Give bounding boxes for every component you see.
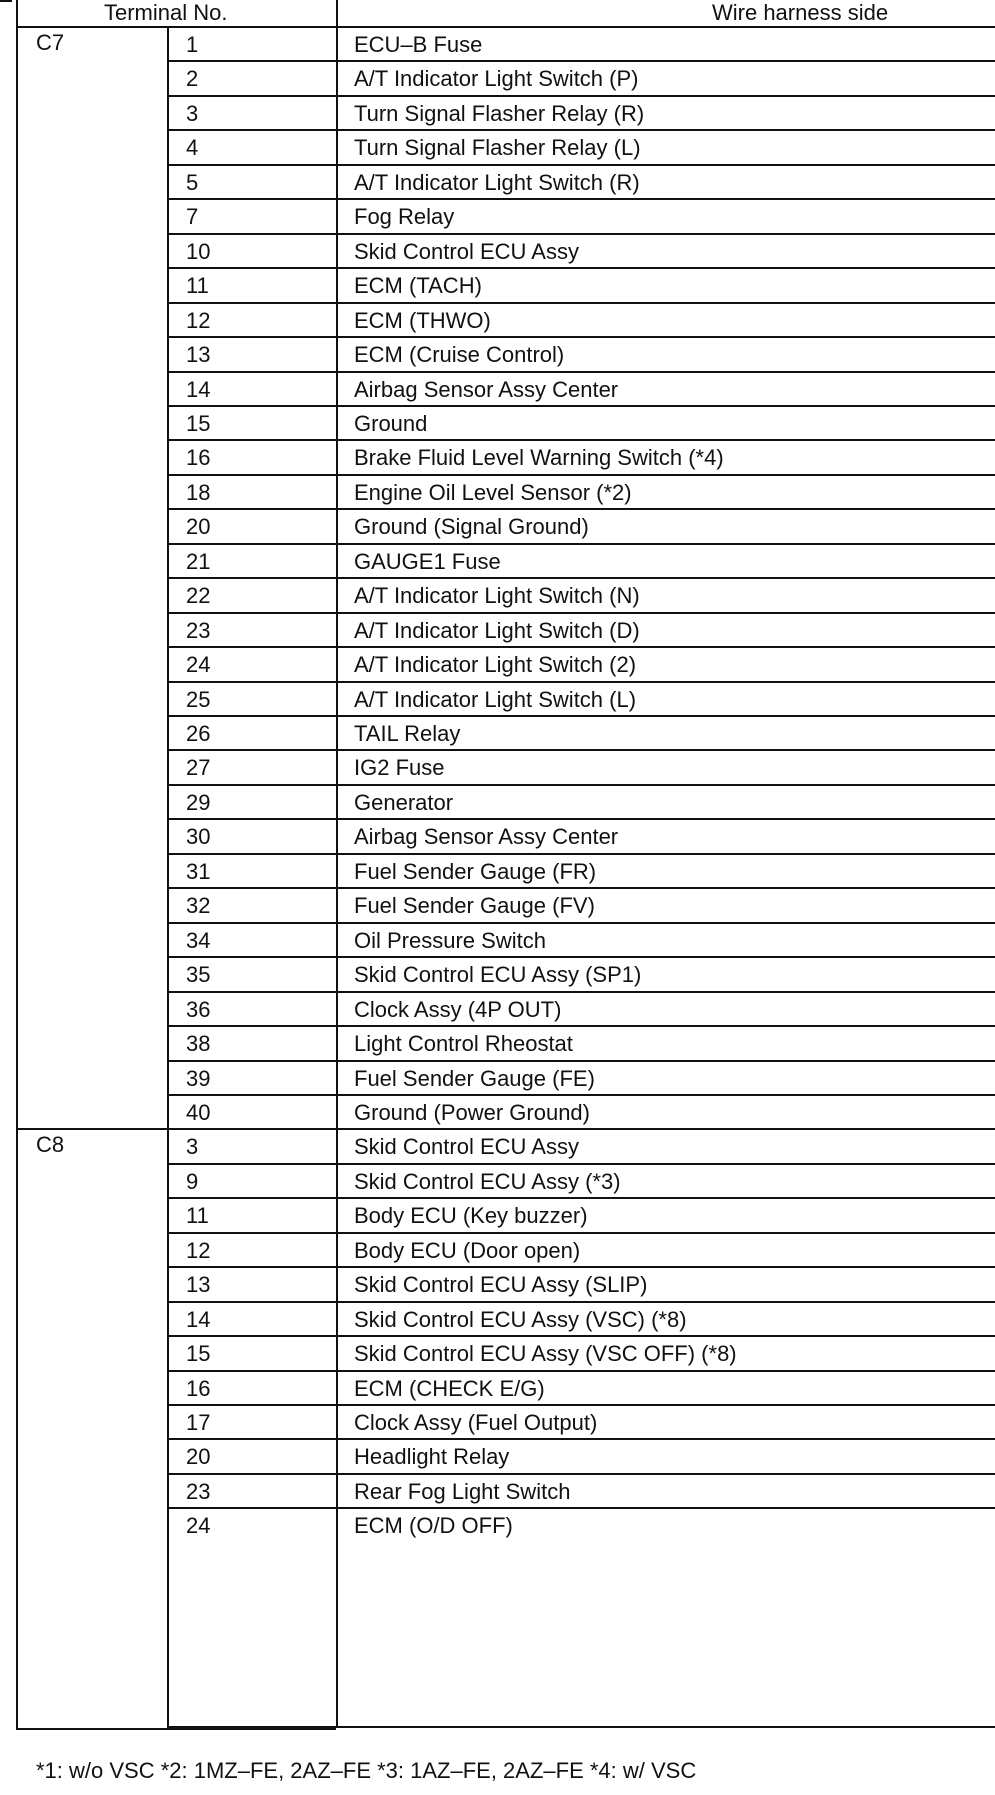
wire-harness-desc: Rear Fog Light Switch (354, 1479, 571, 1504)
row-divider (167, 612, 995, 614)
connector-label: C8 (36, 1132, 65, 1157)
wire-harness-desc: A/T Indicator Light Switch (2) (354, 652, 637, 677)
terminal-pin: 38 (186, 1031, 211, 1056)
wire-harness-desc: Ground (Signal Ground) (354, 514, 589, 539)
terminal-pin: 14 (186, 1307, 211, 1332)
wire-harness-desc: TAIL Relay (354, 721, 461, 746)
row-divider (167, 474, 995, 476)
wire-harness-desc: ECM (TACH) (354, 273, 482, 298)
terminal-pin: 34 (186, 928, 211, 953)
terminal-pin: 21 (186, 549, 211, 574)
footnote: *1: w/o VSC *2: 1MZ–FE, 2AZ–FE *3: 1AZ–FE, 2AZ–FE *4: w/ VSC (36, 1758, 697, 1783)
terminal-pin: 2 (186, 66, 199, 91)
wire-harness-desc: Body ECU (Key buzzer) (354, 1203, 588, 1228)
terminal-pin: 31 (186, 859, 211, 884)
row-divider (167, 267, 995, 269)
wire-harness-desc: Clock Assy (4P OUT) (354, 997, 562, 1022)
terminal-pin: 11 (186, 273, 209, 298)
row-divider (167, 818, 995, 820)
wire-harness-desc: Body ECU (Door open) (354, 1238, 581, 1263)
wire-harness-desc: Skid Control ECU Assy (SP1) (354, 962, 642, 987)
row-divider (167, 577, 995, 579)
wire-harness-desc: Ground (Power Ground) (354, 1100, 590, 1125)
terminal-pin: 20 (186, 1444, 211, 1469)
table-border-left (16, 0, 18, 1728)
wire-harness-desc: Fog Relay (354, 204, 455, 229)
terminal-pin: 29 (186, 790, 211, 815)
row-divider (167, 371, 995, 373)
wire-harness-desc: Airbag Sensor Assy Center (354, 824, 619, 849)
row-divider (167, 681, 995, 683)
terminal-pin: 17 (186, 1410, 211, 1435)
row-divider (167, 129, 995, 131)
wire-harness-desc: Clock Assy (Fuel Output) (354, 1410, 598, 1435)
terminal-pin: 13 (186, 342, 211, 367)
row-divider (167, 1025, 995, 1027)
wire-harness-desc: Fuel Sender Gauge (FV) (354, 893, 595, 918)
terminal-pin: 12 (186, 1238, 211, 1263)
connector-label: C7 (36, 30, 65, 55)
wire-harness-desc: Light Control Rheostat (354, 1031, 573, 1056)
terminal-pin: 15 (186, 1341, 211, 1366)
row-divider (167, 1197, 995, 1199)
row-divider (167, 1163, 995, 1165)
wire-harness-desc: Airbag Sensor Assy Center (354, 377, 619, 402)
terminal-pin: 15 (186, 411, 211, 436)
terminal-pin: 14 (186, 377, 211, 402)
terminal-pin: 27 (186, 755, 211, 780)
wire-harness-desc: Skid Control ECU Assy (VSC) (*8) (354, 1307, 687, 1332)
terminal-pin: 3 (186, 101, 199, 126)
wire-harness-desc: A/T Indicator Light Switch (L) (354, 687, 637, 712)
terminal-pin: 13 (186, 1272, 211, 1297)
wire-harness-desc: Skid Control ECU Assy (*3) (354, 1169, 621, 1194)
row-divider (167, 853, 995, 855)
wire-harness-desc: ECM (THWO) (354, 308, 491, 333)
terminal-pin: 40 (186, 1100, 211, 1125)
terminal-pin: 23 (186, 1479, 211, 1504)
row-divider (167, 336, 995, 338)
row-divider (167, 1473, 995, 1475)
row-divider (167, 233, 995, 235)
terminal-pin: 35 (186, 962, 211, 987)
row-divider (167, 95, 995, 97)
table-border-bottom (16, 1728, 336, 1730)
terminal-pin: 24 (186, 652, 211, 677)
row-divider (167, 405, 995, 407)
row-divider (167, 1370, 995, 1372)
terminal-pin: 23 (186, 618, 211, 643)
corner-tick (0, 0, 12, 2)
terminal-pin: 20 (186, 514, 211, 539)
terminal-pin: 16 (186, 445, 211, 470)
row-divider (167, 1060, 995, 1062)
wire-harness-desc: ECU–B Fuse (354, 32, 483, 57)
wire-harness-desc: Skid Control ECU Assy (SLIP) (354, 1272, 648, 1297)
row-divider (167, 1128, 995, 1130)
terminal-pin: 12 (186, 308, 211, 333)
row-divider (167, 956, 995, 958)
terminal-pin: 7 (186, 204, 199, 229)
wire-harness-desc: A/T Indicator Light Switch (R) (354, 170, 640, 195)
row-divider (167, 887, 995, 889)
row-divider (167, 60, 995, 62)
header-wire-harness-side: Wire harness side (712, 0, 889, 25)
row-divider (167, 1266, 995, 1268)
wire-harness-desc: A/T Indicator Light Switch (N) (354, 583, 640, 608)
row-divider (167, 1232, 995, 1234)
row-divider (167, 1507, 995, 1509)
row-divider (167, 439, 995, 441)
wire-harness-desc: IG2 Fuse (354, 755, 445, 780)
terminal-pin: 36 (186, 997, 211, 1022)
row-divider (167, 1404, 995, 1406)
row-divider (167, 922, 995, 924)
wire-harness-desc: Brake Fluid Level Warning Switch (*4) (354, 445, 724, 470)
wire-harness-desc: Fuel Sender Gauge (FR) (354, 859, 597, 884)
terminal-pin: 4 (186, 135, 199, 160)
terminal-pin: 16 (186, 1376, 211, 1401)
terminal-pin: 11 (186, 1203, 209, 1228)
wire-harness-desc: Oil Pressure Switch (354, 928, 546, 953)
wire-harness-desc: GAUGE1 Fuse (354, 549, 501, 574)
wire-harness-desc: ECM (CHECK E/G) (354, 1376, 545, 1401)
row-divider (167, 991, 995, 993)
terminal-pin: 22 (186, 583, 211, 608)
terminal-pin: 24 (186, 1513, 211, 1538)
row-divider (167, 198, 995, 200)
terminal-pin: 3 (186, 1134, 199, 1159)
row-divider (167, 508, 995, 510)
wire-harness-desc: Turn Signal Flasher Relay (R) (354, 101, 645, 126)
row-divider (167, 646, 995, 648)
terminal-pin: 39 (186, 1066, 211, 1091)
terminal-pin: 30 (186, 824, 211, 849)
row-divider (167, 1301, 995, 1303)
terminal-pin: 10 (186, 239, 211, 264)
terminal-pin: 25 (186, 687, 211, 712)
terminal-pin: 26 (186, 721, 211, 746)
row-divider (167, 543, 995, 545)
group-divider (16, 1128, 167, 1130)
row-divider (167, 715, 995, 717)
column-divider-pin (336, 0, 338, 1728)
wire-harness-desc: ECM (O/D OFF) (354, 1513, 513, 1538)
row-divider (167, 164, 995, 166)
row-divider (167, 1438, 995, 1440)
wire-harness-desc: A/T Indicator Light Switch (P) (354, 66, 639, 91)
header-divider (16, 26, 995, 28)
wire-harness-desc: A/T Indicator Light Switch (D) (354, 618, 640, 643)
wire-harness-desc: Generator (354, 790, 454, 815)
row-divider (167, 1094, 995, 1096)
wire-harness-desc: Ground (354, 411, 428, 436)
wire-harness-desc: Skid Control ECU Assy (VSC OFF) (*8) (354, 1341, 737, 1366)
row-divider (167, 302, 995, 304)
terminal-pin: 1 (186, 32, 199, 57)
wire-harness-desc: Engine Oil Level Sensor (*2) (354, 480, 632, 505)
wire-harness-desc: Headlight Relay (354, 1444, 510, 1469)
terminal-pin: 32 (186, 893, 211, 918)
row-divider (167, 749, 995, 751)
wire-harness-desc: Turn Signal Flasher Relay (L) (354, 135, 641, 160)
header-terminal-no: Terminal No. (104, 0, 228, 25)
terminal-pin: 18 (186, 480, 211, 505)
terminal-pin: 5 (186, 170, 199, 195)
wire-harness-desc: ECM (Cruise Control) (354, 342, 565, 367)
wire-harness-desc: Skid Control ECU Assy (354, 1134, 579, 1159)
terminal-pin: 9 (186, 1169, 199, 1194)
row-divider (167, 784, 995, 786)
row-divider (167, 1335, 995, 1337)
wire-harness-desc: Fuel Sender Gauge (FE) (354, 1066, 595, 1091)
wire-harness-desc: Skid Control ECU Assy (354, 239, 579, 264)
row-divider (167, 1726, 995, 1728)
